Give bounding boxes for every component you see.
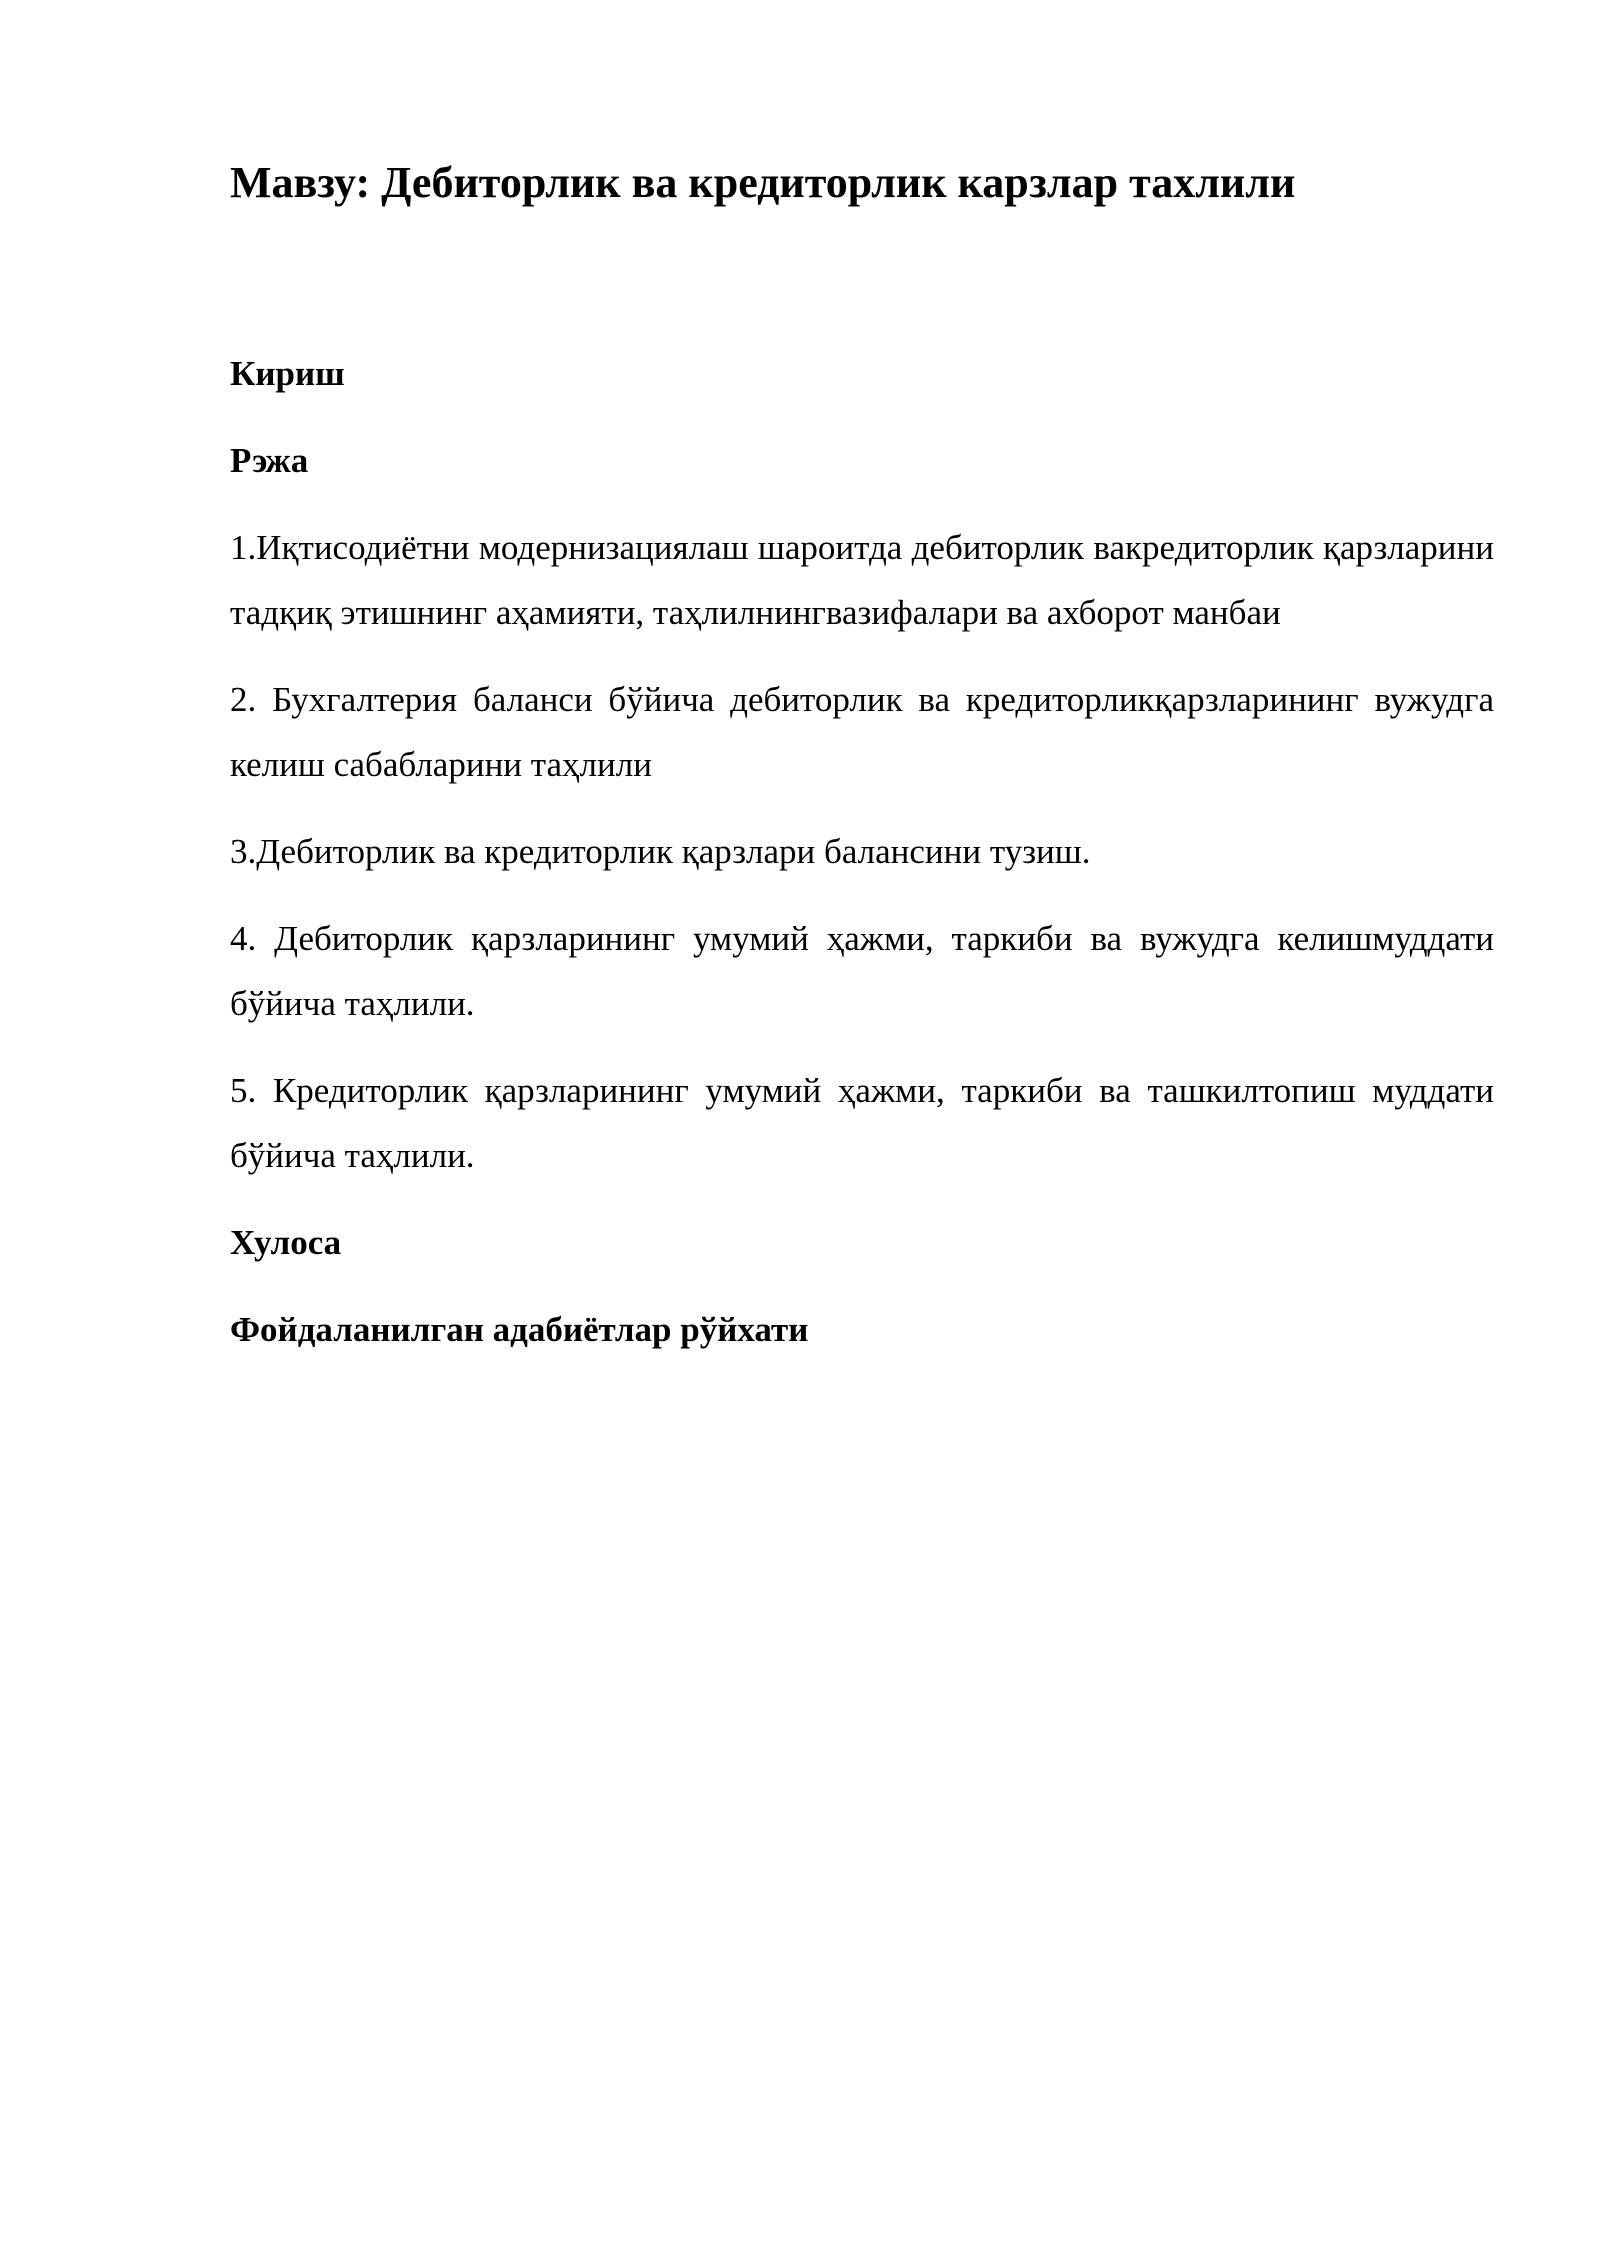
references-heading: Фойдаланилган адабиётлар рўйхати: [230, 1310, 809, 1349]
plan-heading: Рэжа: [230, 441, 309, 480]
document-content: [230, 150, 1494, 1362]
document-title: Мавзу: Дебиторлик ва кредиторлик карзлар тахлили: [230, 158, 1296, 207]
plan-item-4: 4. Дебиторлик қарзларининг умумий ҳажми, таркиби ва вужудга келишмуддати бўйича таҳлили.: [230, 919, 1494, 1023]
plan-item-1: 1.Иқтисодиётни модернизациялаш шароитда дебиторлик вакредиторлик қарзларини тадқиқ этишнинг аҳамияти, таҳлилнингвазифалари ва ахборот манбаи: [230, 528, 1494, 632]
plan-item-2: 2. Бухгалтерия баланси бўйича дебиторлик ва кредиторликқарзларининг вужудга келиш сабабларини таҳлили: [230, 680, 1494, 784]
plan-list: [230, 515, 1494, 1188]
conclusion-heading: Хулоса: [230, 1223, 342, 1262]
plan-item-5: 5. Кредиторлик қарзларининг умумий ҳажми, таркиби ва ташкилтопиш муддати бўйича таҳлили.: [230, 1071, 1494, 1175]
plan-item-3: 3.Дебиторлик ва кредиторлик қарзлари балансини тузиш.: [230, 832, 1091, 871]
intro-heading: Кириш: [230, 354, 345, 393]
